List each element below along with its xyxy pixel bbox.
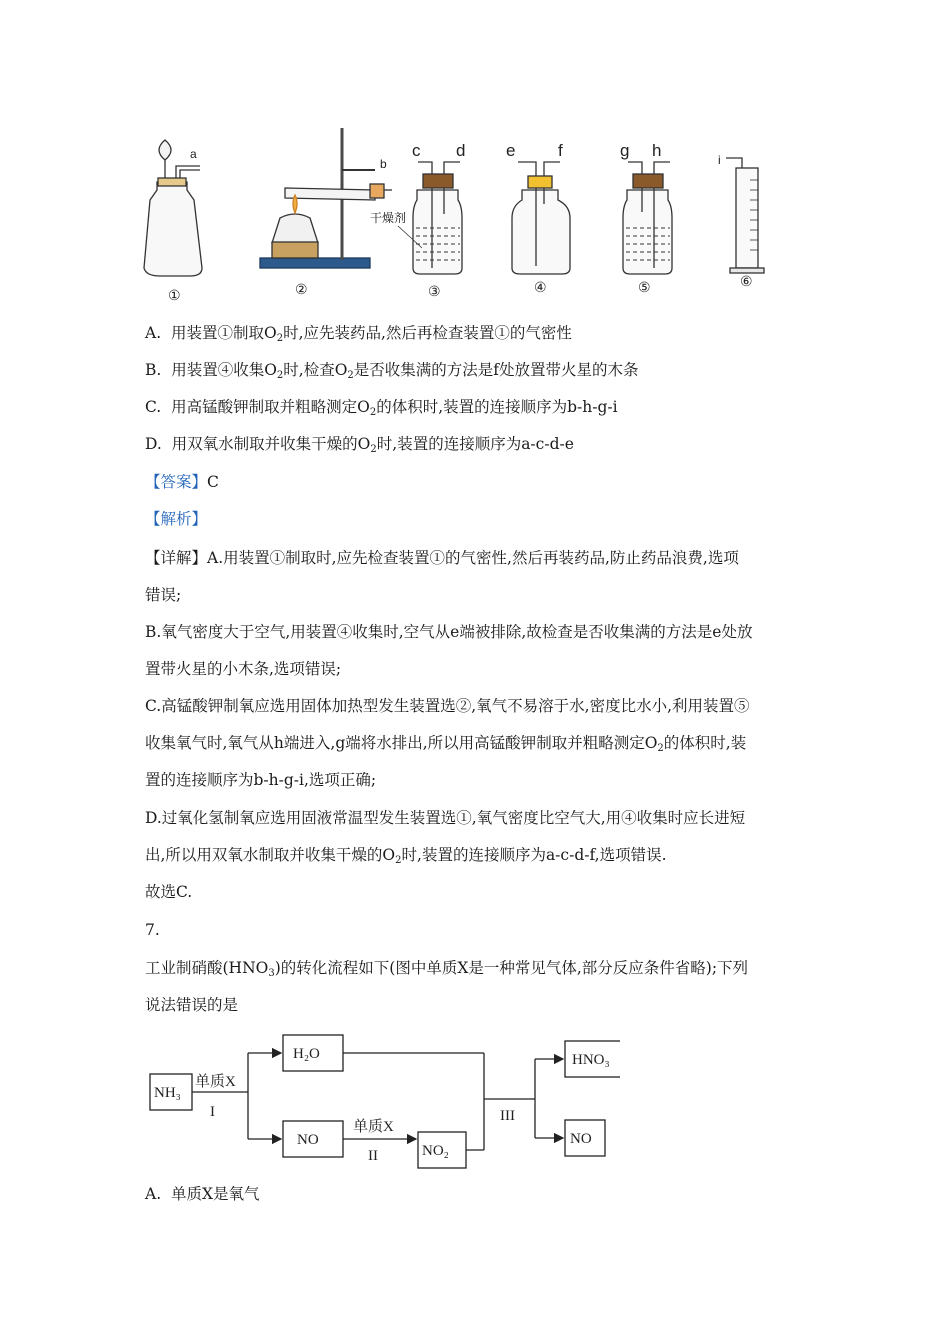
option-a: A. 用装置①制取$O_2$时,应先装药品,然后再检查装置①的气密性 [145,324,572,344]
apparatus-3 [398,162,462,274]
q7-number: 7. [145,921,160,939]
apparatus-2 [260,128,392,268]
option-b: B. 用装置④收集$O_2$时,检查$O_2$是否收集满的方法是f处放置带火星的木条 [145,361,639,381]
label-step-3: III [500,1108,515,1124]
label-g: g [620,141,630,160]
apparatus-figure [130,118,810,308]
q7-stem-line-2: 说法错误的是 [145,996,239,1014]
q7-option-a: A. 单质X是氧气 [145,1185,260,1203]
caption-4: ④ [534,279,547,295]
label-e: e [506,141,516,160]
label-no: NO [297,1132,319,1148]
label-c: c [412,141,421,160]
caption-6: ⑥ [740,273,753,289]
explain-line-10: 故选C. [145,883,193,901]
analysis-tag: 【解析】 [145,510,208,528]
label-h: h [652,141,662,160]
option-d: D. 用双氧水制取并收集干燥的$O_2$时,装置的连接顺序为a-c-d-e [145,435,574,455]
desiccant-label: 干燥剂 [370,211,407,225]
answer-line [145,472,219,492]
label-no-out: NO [570,1131,592,1147]
explain-line-4: 置带火星的小木条,选项错误; [145,660,342,678]
label-step-2: II [368,1148,378,1164]
label-f: f [558,141,563,160]
apparatus-6 [726,158,764,273]
label-step-1: I [210,1104,215,1120]
explain-line-1: 【详解】A.用装置①制取时,应先检查装置①的气密性,然后再装药品,防止药品浪费,选项 [145,549,739,567]
apparatus-5 [623,162,672,274]
explain-line-9: 出,所以用双氧水制取并收集干燥的$O_2$时,装置的连接顺序为a-c-d-f,选项错误. [145,846,667,866]
label-d: d [456,141,466,160]
label-x2: 单质X [353,1119,394,1135]
explain-line-7: 置的连接顺序为b-h-g-i,选项正确; [145,771,377,789]
answer-tag: 【答案】 [145,473,208,491]
option-c: C. 用高锰酸钾制取并粗略测定$O_2$的体积时,装置的连接顺序为b-h-g-i [145,398,618,418]
label-no2: NO₂ [422,1143,449,1159]
label-b: b [380,157,387,171]
explain-line-3: B.氧气密度大于空气,用装置④收集时,空气从e端被排除,故检查是否收集满的方法是e处放 [145,623,753,641]
flow-diagram [140,1026,620,1176]
caption-2: ② [295,281,308,297]
label-nh3: NH₃ [154,1085,181,1101]
answer-value: C [207,473,219,491]
explain-line-5: C.高锰酸钾制氧应选用固体加热型发生装置选②,氧气不易溶于水,密度比水小,利用装置⑤ [145,697,750,715]
explain-line-8: D.过氧化氢制氧应选用固液常温型发生装置选①,氧气密度比空气大,用④收集时应长进短 [145,809,746,827]
label-a: a [190,147,197,161]
label-hno3: HNO₃ [572,1052,610,1068]
caption-3: ③ [428,283,441,299]
apparatus-4 [512,162,570,274]
explain-line-6: 收集氧气时,氧气从h端进入,g端将水排出,所以用高锰酸钾制取并粗略测定$O_2$的体积时,装 [145,734,747,754]
caption-5: ⑤ [638,279,651,295]
caption-1: ① [168,287,181,303]
q7-stem-line-1: 工业制硝酸$(HNO_3)$的转化流程如下(图中单质X是一种常见气体,部分反应条件省略);下列 [145,959,749,979]
label-h2o: H₂O [293,1046,320,1062]
label-i: i [718,153,721,167]
label-x1: 单质X [195,1074,236,1090]
explain-line-2: 错误; [145,586,182,604]
